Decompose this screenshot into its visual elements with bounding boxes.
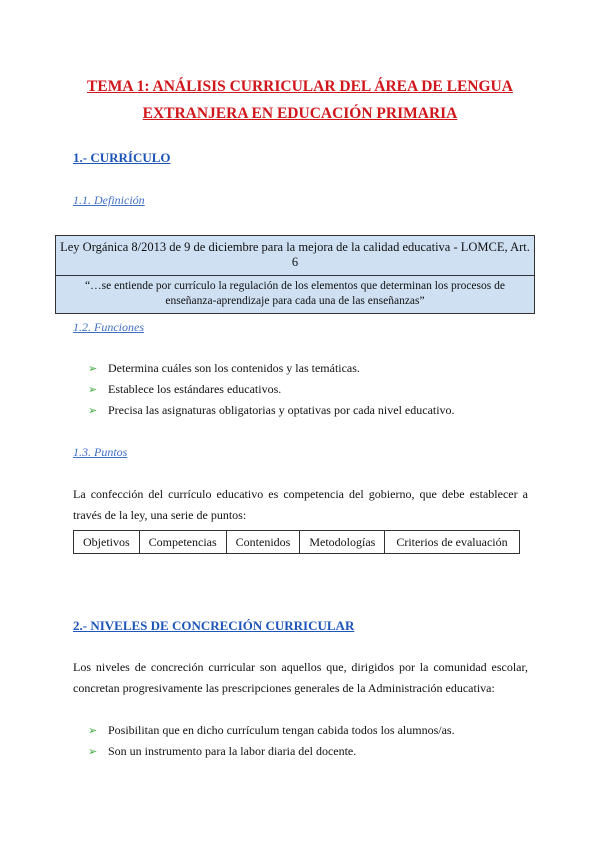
definition-box xyxy=(55,235,535,314)
definition-box-header: Ley Orgánica 8/2013 de 9 de diciembre para la mejora de la calidad educativa - LOMCE, Art. 6 xyxy=(56,236,534,276)
title-line-2: EXTRANJERA EN EDUCACIÓN PRIMARIA xyxy=(142,105,458,122)
section-2-heading: 2.- NIVELES DE CONCRECIÓN CURRICULAR xyxy=(73,618,355,633)
points-cell-objetivos: Objetivos xyxy=(74,531,140,554)
points-cell-competencias: Competencias xyxy=(139,531,226,554)
points-cell-contenidos: Contenidos xyxy=(226,531,300,554)
levels-list xyxy=(88,720,455,762)
points-cell-metodologias: Metodologías xyxy=(300,531,385,554)
list-item: ➢ Precisa las asignaturas obligatorias y optativas por cada nivel educativo. xyxy=(88,400,455,421)
list-item: ➢ Establece los estándares educativos. xyxy=(88,379,455,400)
arrow-bullet-icon: ➢ xyxy=(88,725,98,737)
points-cell-criterios: Criterios de evaluación xyxy=(385,531,519,554)
functions-list xyxy=(88,358,455,421)
points-paragraph: La confección del currículo educativo es competencia del gobierno, que debe establecer a través de la ley, una serie de puntos: xyxy=(73,487,528,522)
arrow-bullet-icon: ➢ xyxy=(88,746,98,758)
subsection-1-3-heading: 1.3. Puntos xyxy=(73,445,128,459)
arrow-bullet-icon: ➢ xyxy=(88,363,98,375)
definition-box-quote: “…se entiende por currículo la regulación de los elementos que determinan los procesos de enseñanza-aprendizaje para cada una de las enseñanzas” xyxy=(85,280,505,307)
levels-paragraph: Los niveles de concreción curricular son aquellos que, dirigidos por la comunidad escolar, concretan progresivamente las prescripciones generales de la Administración educativa: xyxy=(73,660,528,695)
subsection-1-1-heading: 1.1. Definición xyxy=(73,193,145,207)
document-title xyxy=(40,73,560,127)
list-item: ➢ Posibilitan que en dicho currículum tengan cabida todos los alumnos/as. xyxy=(88,720,455,741)
title-line-1: TEMA 1: ANÁLISIS CURRICULAR DEL ÁREA DE LENGUA xyxy=(87,78,513,95)
section-1-heading: 1.- CURRÍCULO xyxy=(73,150,171,165)
subsection-1-2-heading: 1.2. Funciones xyxy=(73,320,144,334)
table-row xyxy=(74,531,520,554)
list-item: ➢ Son un instrumento para la labor diaria del docente. xyxy=(88,741,455,762)
arrow-bullet-icon: ➢ xyxy=(88,405,98,417)
list-item: ➢ Determina cuáles son los contenidos y las temáticas. xyxy=(88,358,455,379)
arrow-bullet-icon: ➢ xyxy=(88,384,98,396)
points-table xyxy=(73,530,520,554)
